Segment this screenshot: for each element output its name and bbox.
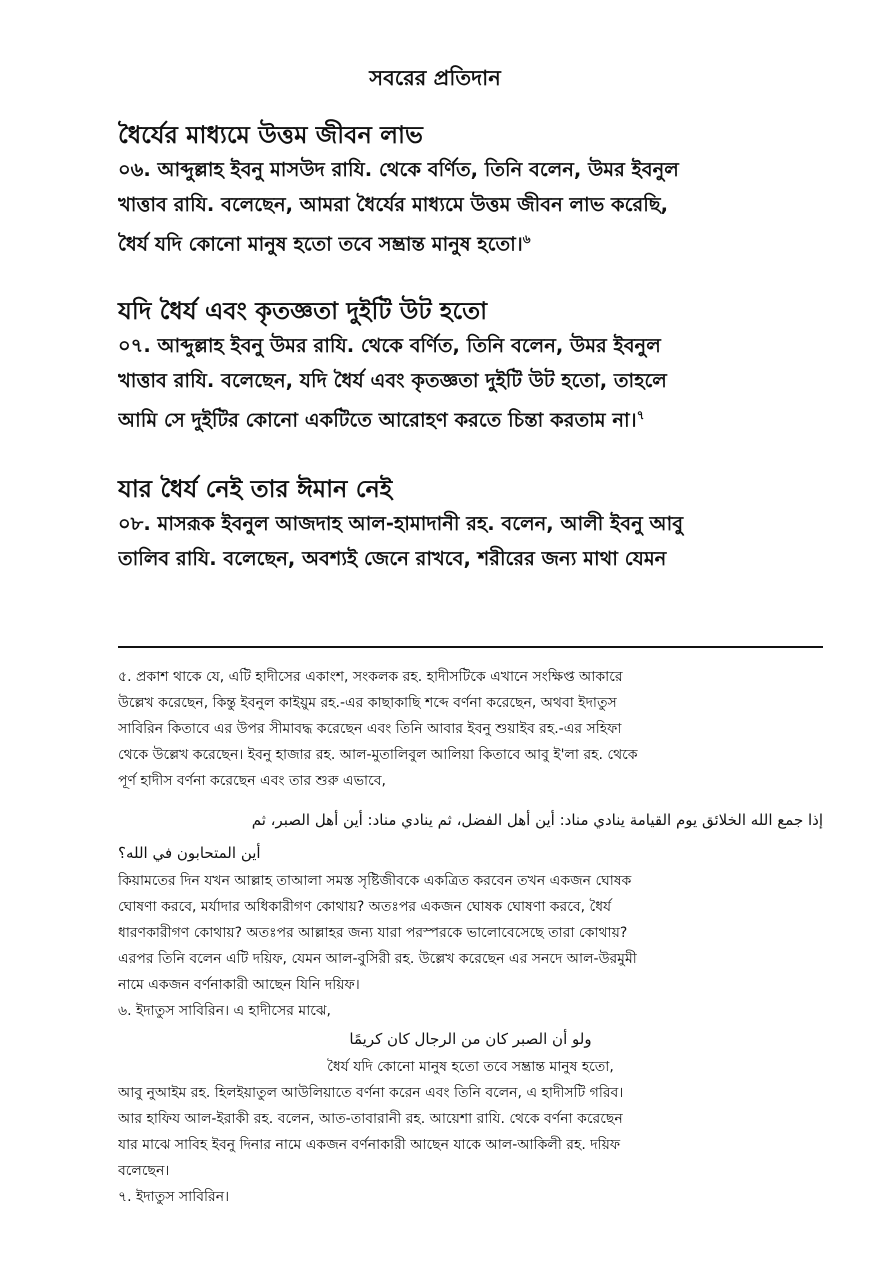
footnote-line: সাবিরিন কিতাবে এর উপর সীমাবদ্ধ করেছেন এবং তিনি আবার ইবনু শুয়াইব রহ.-এর সহিফা (118, 721, 622, 737)
footnote-line: ঘোষণা করবে, মর্যাদার অধিকারীগণ কোথায়? অতঃপর একজন ঘোষক ঘোষণা করবে, ধৈর্য (118, 899, 612, 915)
footnote-line: ৬. ইদাতুস সাবিরিন। এ হাদীসের মাঝে, (118, 1003, 331, 1019)
section-3 (118, 472, 820, 576)
footnote-7 (118, 1184, 823, 1210)
paragraph-line: ০৭. আব্দুল্লাহ ইবনু উমর রাযি. থেকে বর্ণিত, তিনি বলেন, উমর ইবনুল (118, 334, 661, 357)
footnote-line: আবু নুআইম রহ. হিলইয়াতুল আউলিয়াতে বর্ণনা করেন এবং তিনি বলেন, এ হাদীসটি গরিব। (118, 1085, 624, 1101)
footnote-line: ধারণকারীগণ কোথায়? অতঃপর আল্লাহর জন্য যারা পরস্পরকে ভালোবেসেছে তারা কোথায়? (118, 925, 628, 941)
footnote-line: ৭. ইদাতুস সাবিরিন। (118, 1189, 230, 1205)
footnote-6 (118, 998, 823, 1184)
footnote-mark: ৬ (522, 232, 531, 246)
footnote-line: বলেছেন। (118, 1163, 170, 1179)
arabic-quote: أين المتحابون في الله؟ (118, 844, 261, 862)
arabic-quote: ولو أن الصبر كان من الرجال كان كريمًا (349, 1030, 592, 1048)
paragraph-line: ০৮. মাসরূক ইবনুল আজদাহ আল-হামাদানী রহ. বলেন, আলী ইবনু আবু (118, 512, 684, 535)
footnote-divider (118, 646, 823, 648)
paragraph-line: খাত্তাব রাযি. বলেছেন, যদি ধৈর্য এবং কৃতজ্ঞতা দুইটি উট হতো, তাহলে (118, 369, 667, 392)
footnote-line: নামে একজন বর্ণনাকারী আছেন যিনি দয়িফ। (118, 977, 360, 993)
paragraph-line (118, 222, 820, 262)
hadith-paragraph (118, 506, 820, 576)
paragraph-line: খাত্তাব রাযি. বলেছেন, আমরা ধৈর্যের মাধ্যমে উত্তম জীবন লাভ করেছি, (118, 193, 669, 216)
footnote-line: পূর্ণ হাদীস বর্ণনা করেছেন এবং তার শুরু এভাবে, (118, 773, 386, 789)
paragraph-line-text: আমি সে দুইটির কোনো একটিতে আরোহণ করতে চিন্তা করতাম না। (118, 408, 637, 432)
section-1 (118, 118, 820, 262)
section-heading: যার ধৈর্য নেই তার ঈমান নেই (118, 475, 393, 503)
footnotes (118, 664, 823, 1210)
footnote-line: থেকে উল্লেখ করেছেন। ইবনু হাজার রহ. আল-মুতালিবুল আলিয়া কিতাবে আবু ই'লা রহ. থেকে (118, 747, 638, 763)
arabic-quote: إذا جمع الله الخلائق يوم القيامة ينادي مناد: أين أهل الفضل، ثم ينادي مناد: أين أهل الصبر، ثم (251, 811, 823, 829)
paragraph-line: তালিব রাযি. বলেছেন, অবশ্যই জেনে রাখবে, শরীরের জন্য মাথা যেমন (118, 547, 667, 570)
footnote-line: যার মাঝে সাবিহ ইবনু দিনার নামে একজন বর্ণনাকারী আছেন যাকে আল-আকিলী রহ. দয়িফ (118, 1137, 621, 1153)
footnote-mark: ৭ (636, 408, 645, 422)
footnote-line: এরপর তিনি বলেন এটি দয়িফ, যেমন আল-বুসিরী রহ. উল্লেখ করেছেন এর সনদে আল-উরমুমী (118, 951, 637, 967)
running-head: সবরের প্রতিদান (369, 66, 501, 90)
footnote-line: ৫. প্রকাশ থাকে যে, এটি হাদীসের একাংশ, সংকলক রহ. হাদীসটিকে এখানে সংক্ষিপ্ত আকারে (118, 669, 623, 685)
footnote-line: উল্লেখ করেছেন, কিন্তু ইবনুল কাইয়ুম রহ.-এর কাছাকাছি শব্দে বর্ণনা করেছেন, অথবা ইদাতুস (118, 695, 617, 711)
paragraph-line-text: ধৈর্য যদি কোনো মানুষ হতো তবে সম্ভ্রান্ত মানুষ হতো। (118, 232, 523, 256)
hadith-paragraph (118, 328, 820, 438)
section-2 (118, 294, 820, 438)
section-heading: যদি ধৈর্য এবং কৃতজ্ঞতা দুইটি উট হতো (118, 297, 488, 325)
hadith-paragraph (118, 152, 820, 262)
footnote-5 (118, 664, 823, 998)
paragraph-line (118, 398, 820, 438)
footnote-line: আর হাফিয আল-ইরাকী রহ. বলেন, আত-তাবারানী রহ. আয়েশা রাযি. থেকে বর্ণনা করেছেন (118, 1111, 623, 1127)
quote-translation: ধৈর্য যদি কোনো মানুষ হতো তবে সম্ভ্রান্ত মানুষ হতো, (327, 1059, 614, 1075)
footnote-line: কিয়ামতের দিন যখন আল্লাহ তাআলা সমস্ত সৃষ্টিজীবকে একত্রিত করবেন তখন একজন ঘোষক (118, 873, 632, 889)
paragraph-line: ০৬. আব্দুল্লাহ ইবনু মাসউদ রাযি. থেকে বর্ণিত, তিনি বলেন, উমর ইবনুল (118, 158, 679, 181)
section-heading: ধৈর্যের মাধ্যমে উত্তম জীবন লাভ (118, 121, 423, 149)
